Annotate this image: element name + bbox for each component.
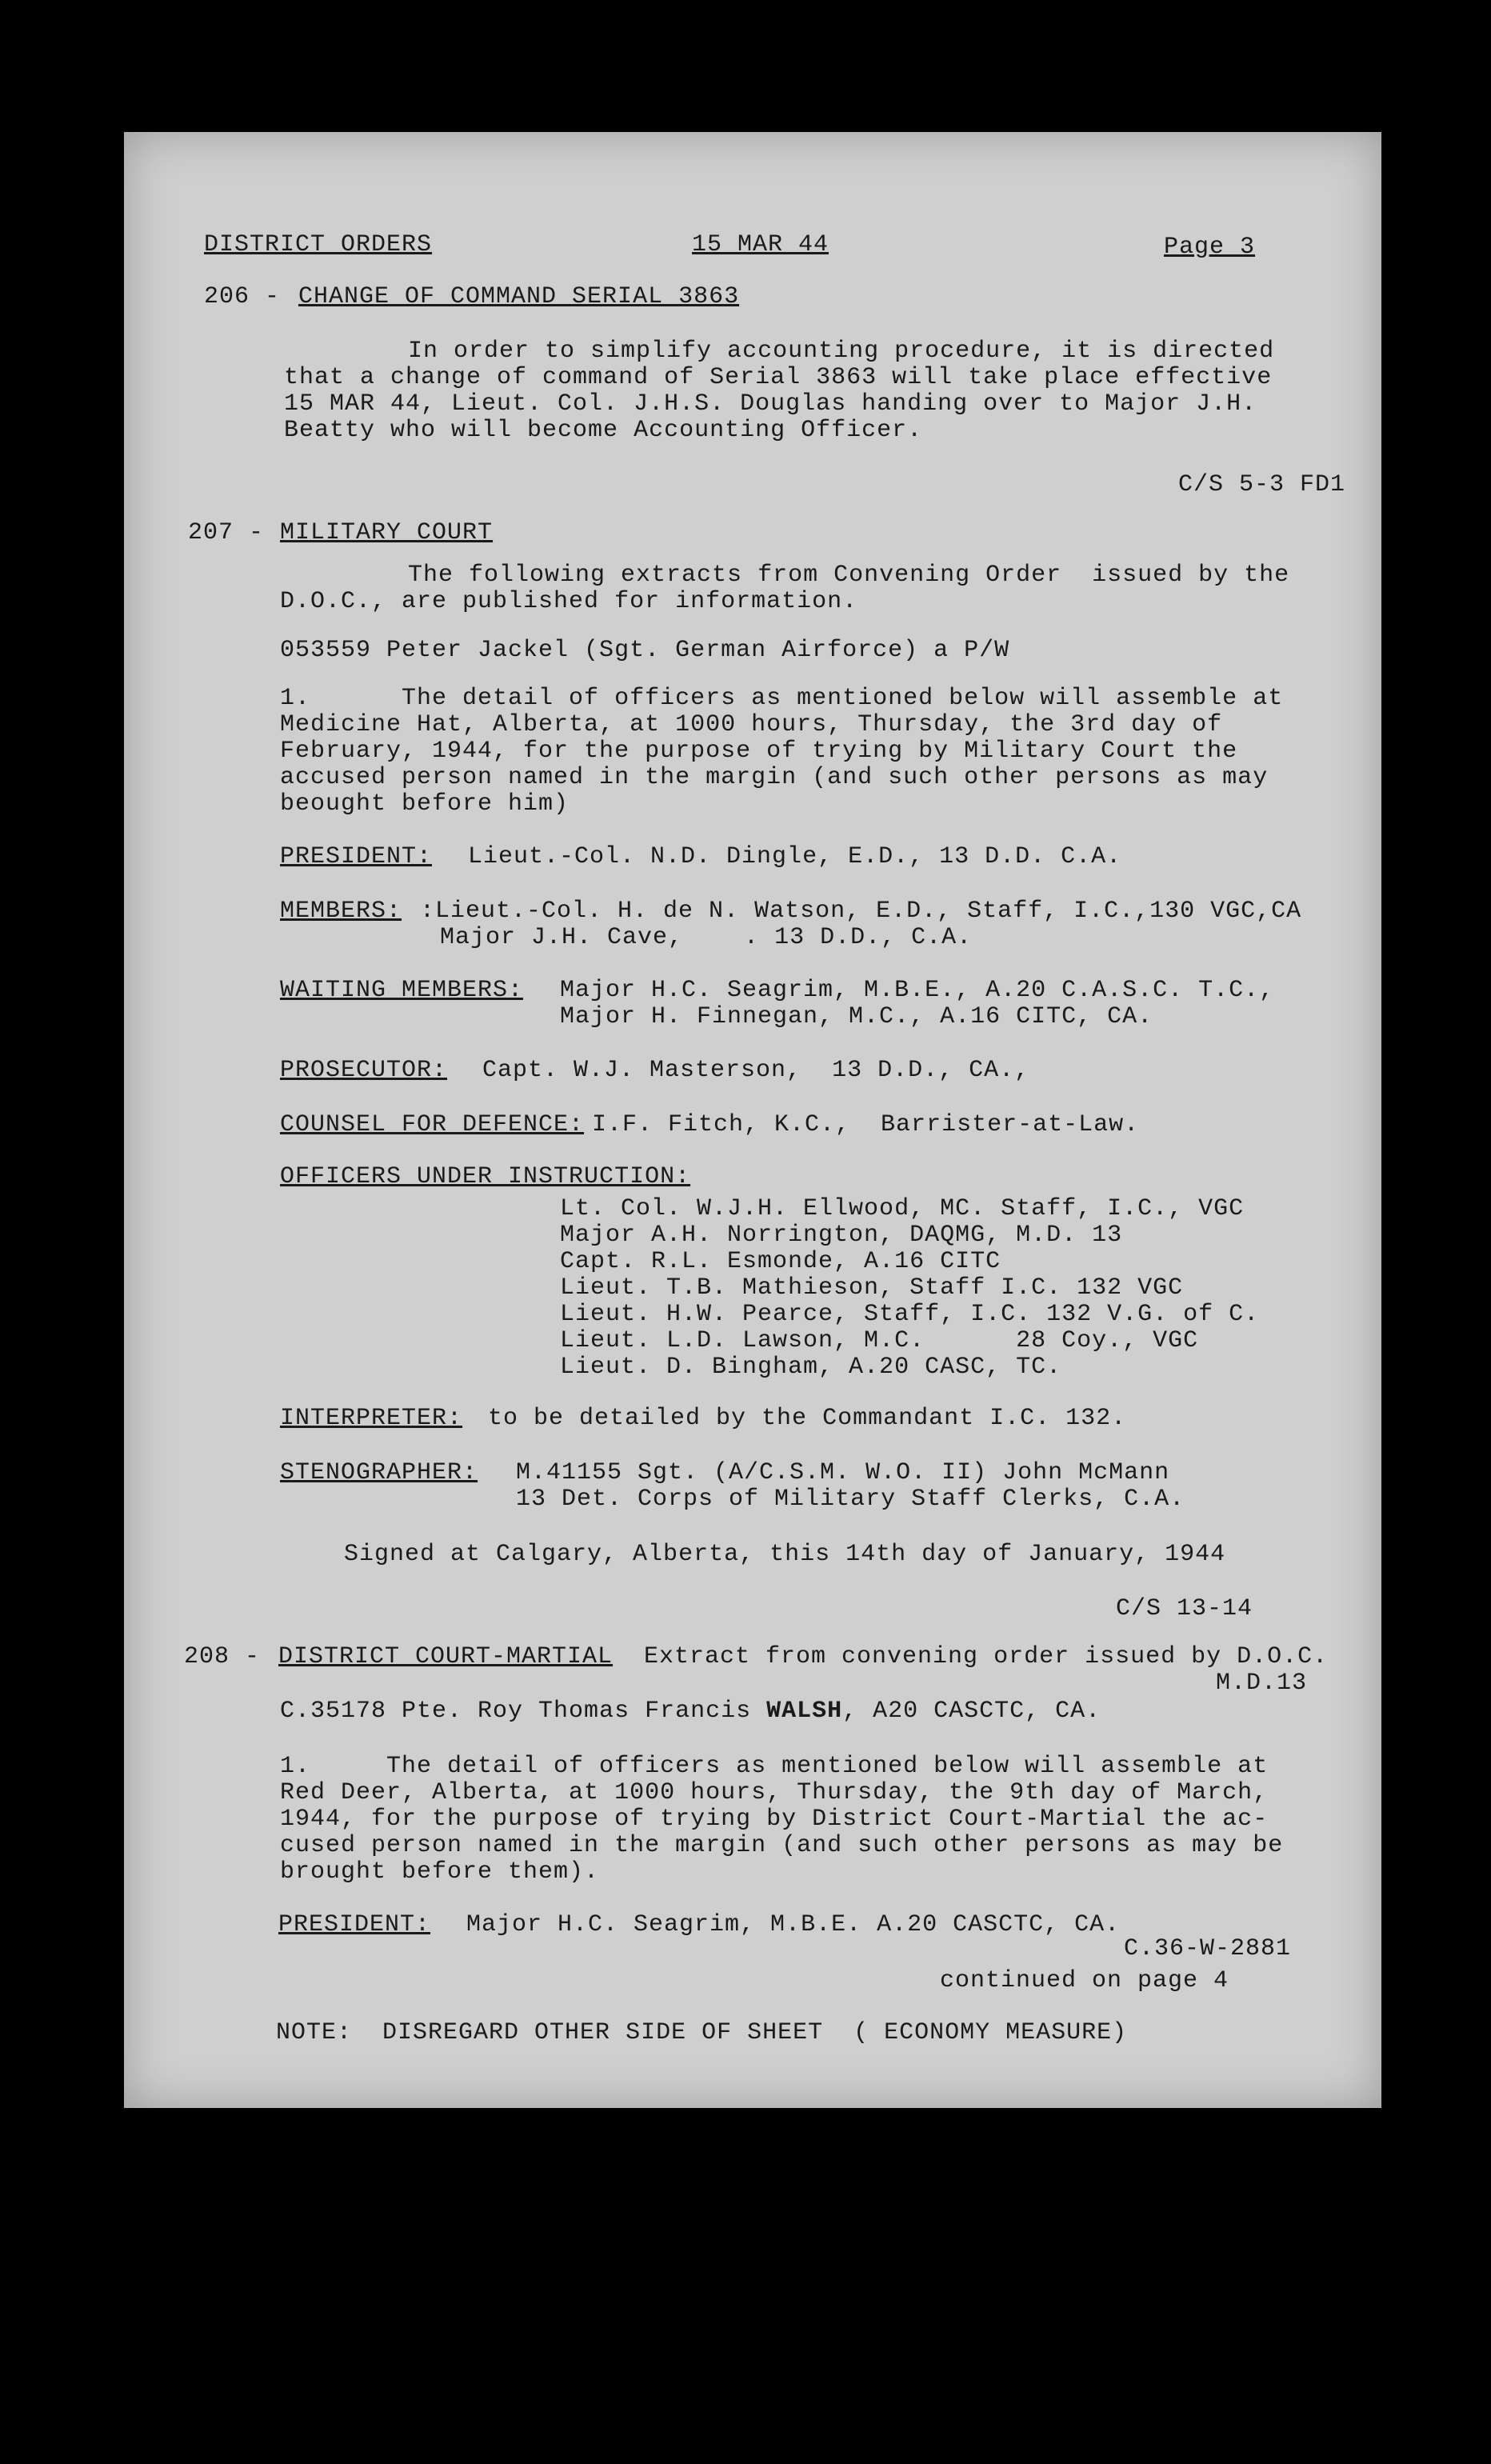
stenographer-value: M.41155 Sgt. (A/C.S.M. W.O. II) John McMann [516,1459,1170,1486]
section-207-para: 1. The detail of officers as mentioned below will assemble at [280,685,1284,712]
section-207-para: beought before him) [280,790,570,818]
section-208-para: brought before them). [280,1858,600,1886]
section-208-para: 1944, for the purpose of trying by District Court-Martial the ac- [280,1806,1269,1833]
footer-note: NOTE: DISREGARD OTHER SIDE OF SHEET ( ECONOMY MEASURE) [276,2019,1128,2046]
section-206-ref: C/S 5-3 FD1 [1178,471,1346,498]
section-206-line: 15 MAR 44, Lieut. Col. J.H.S. Douglas handing over to Major J.H. [284,390,1257,418]
section-206-line: that a change of command of Serial 3863 will take place effective [284,364,1273,391]
section-208-number: 208 - [184,1643,261,1670]
officer-entry: Capt. R.L. Esmonde, A.16 CITC [560,1248,1001,1275]
members-label: MEMBERS: [280,898,402,925]
section-207-para: accused person named in the margin (and such other persons as may [280,764,1269,791]
section-206-line: Beatty who will become Accounting Officer. [284,417,923,444]
continued-note: continued on page 4 [940,1967,1229,1994]
prosecutor-label: PROSECUTOR: [280,1057,448,1084]
section-208-title-rest2: M.D.13 [1216,1670,1308,1697]
officers-label: OFFICERS UNDER INSTRUCTION: [280,1163,691,1190]
accused-surname: WALSH [766,1698,843,1725]
section-208-para: Red Deer, Alberta, at 1000 hours, Thursday, the 9th day of March, [280,1779,1269,1806]
section-207-para: February, 1944, for the purpose of trying by Military Court the [280,738,1238,765]
signed-line: Signed at Calgary, Alberta, this 14th day of January, 1944 [344,1541,1226,1568]
section-208-para: 1. The detail of officers as mentioned below will assemble at [280,1753,1269,1780]
counsel-label: COUNSEL FOR DEFENCE: [280,1111,585,1138]
section-207-accused: 053559 Peter Jackel (Sgt. German Airforce) a P/W [280,637,1010,664]
section-206-number: 206 - [204,283,281,310]
officer-entry: Lieut. D. Bingham, A.20 CASC, TC. [560,1354,1062,1381]
prosecutor-value: Capt. W.J. Masterson, 13 D.D., CA., [482,1057,1030,1084]
stenographer-label: STENOGRAPHER: [280,1459,478,1486]
stenographer-value: 13 Det. Corps of Military Staff Clerks, C.A. [516,1486,1185,1513]
officer-entry: Lieut. L.D. Lawson, M.C. 28 Coy., VGC [560,1327,1199,1354]
interpreter-value: to be detailed by the Commandant I.C. 132. [488,1405,1127,1432]
officer-entry: Lieut. H.W. Pearce, Staff, I.C. 132 V.G. of C. [560,1301,1260,1328]
section-208-para: cused person named in the margin (and such other persons as may be [280,1832,1284,1859]
section-207-intro: The following extracts from Convening Order issued by the [408,562,1290,589]
officer-entry: Lt. Col. W.J.H. Ellwood, MC. Staff, I.C., VGC [560,1195,1245,1222]
document-sheet [124,132,1381,2108]
counsel-value: I.F. Fitch, K.C., Barrister-at-Law. [592,1111,1140,1138]
officer-entry: Lieut. T.B. Mathieson, Staff I.C. 132 VGC [560,1274,1184,1302]
waiting-members-value: Major H. Finnegan, M.C., A.16 CITC, CA. [560,1003,1153,1030]
interpreter-label: INTERPRETER: [280,1405,463,1432]
section-208-president-label: PRESIDENT: [278,1911,431,1938]
section-207-number: 207 - [188,519,265,546]
members-value: Major J.H. Cave, . 13 D.D., C.A. [440,924,973,951]
waiting-members-label: WAITING MEMBERS: [280,977,524,1004]
section-208-president-value: Major H.C. Seagrim, M.B.E. A.20 CASCTC, CA. [466,1911,1121,1938]
file-reference: C.36-W-2881 [1124,1935,1292,1962]
section-207-ref: C/S 13-14 [1116,1595,1253,1622]
president-value: Lieut.-Col. N.D. Dingle, E.D., 13 D.D. C.A. [468,843,1122,870]
section-206-line: In order to simplify accounting procedure, it is directed [408,338,1275,365]
members-value: :Lieut.-Col. H. de N. Watson, E.D., Staff, I.C.,130 VGC,CA [420,898,1302,925]
section-208-accused: C.35178 Pte. Roy Thomas Francis WALSH, A20 CASCTC, CA. [280,1698,1101,1725]
officer-entry: Major A.H. Norrington, DAQMG, M.D. 13 [560,1222,1123,1249]
section-207-intro: D.O.C., are published for information. [280,588,858,615]
section-208-title-rest: Extract from convening order issued by D.O.C. [644,1643,1329,1670]
section-208-title: DISTRICT COURT-MARTIAL [278,1643,614,1670]
section-206-title: CHANGE OF COMMAND SERIAL 3863 [298,283,740,310]
president-label: PRESIDENT: [280,843,433,870]
header-title: DISTRICT ORDERS [204,231,433,258]
waiting-members-value: Major H.C. Seagrim, M.B.E., A.20 C.A.S.C. T.C., [560,977,1275,1004]
section-207-para: Medicine Hat, Alberta, at 1000 hours, Thursday, the 3rd day of [280,711,1223,738]
header-page: Page 3 [1164,234,1256,261]
section-207-title: MILITARY COURT [280,519,494,546]
header-date: 15 MAR 44 [692,231,829,258]
